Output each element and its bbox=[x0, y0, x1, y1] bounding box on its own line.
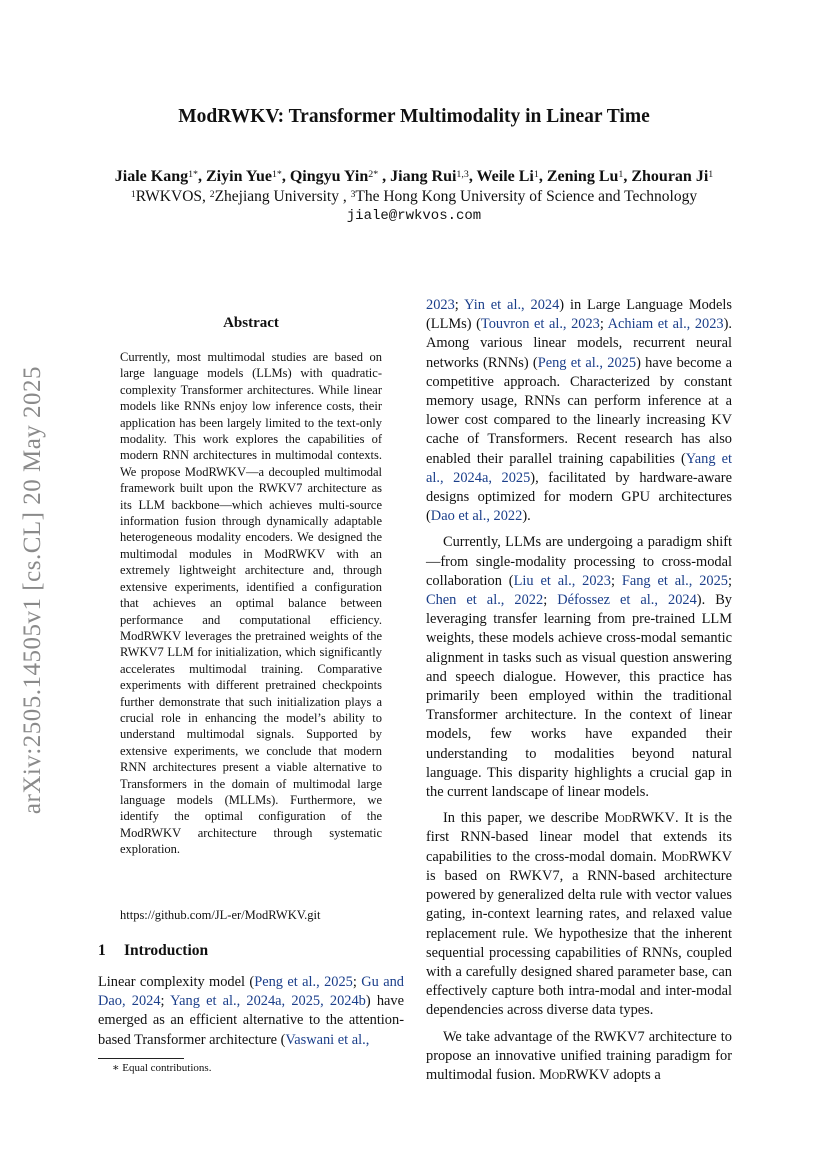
text-run: ; bbox=[160, 993, 171, 1010]
abstract-heading: Abstract bbox=[223, 315, 279, 331]
affiliation-name: Zhejiang University bbox=[214, 188, 339, 205]
text-run: ), facilitated by hardware-aware designs optimized for modern GPU architectures ( bbox=[426, 469, 732, 525]
paragraph bbox=[426, 809, 732, 1020]
text-run: ). Among various linear models, recurrent neural networks (RNNs) ( bbox=[426, 316, 732, 371]
text-run: ; bbox=[454, 297, 465, 313]
right-column-text bbox=[426, 296, 732, 1092]
model-name: ModRWKV bbox=[539, 1066, 610, 1083]
author bbox=[477, 168, 539, 185]
citation-link[interactable]: Yang et al., 2024a, 2025, 2024b bbox=[170, 993, 366, 1010]
text-run: ) have become a competitive approach. Characterized by constant memory usage, RNNs can perform inference at a lower cost compared to the linearly increasing KV cache of Transformers. Recent research has also enabled their parallel training capabilities ( bbox=[426, 354, 732, 467]
author-affiliation-marker: 1 bbox=[708, 168, 714, 180]
author-name: Weile Li bbox=[476, 168, 534, 185]
citation-link[interactable]: Fang et al., 2025 bbox=[621, 572, 728, 589]
author-affiliation-marker: 1* bbox=[271, 168, 282, 180]
footnote bbox=[112, 1061, 211, 1075]
paragraph bbox=[426, 296, 732, 526]
citation-link[interactable]: Liu et al., 2023 bbox=[513, 572, 611, 589]
author-affiliation-marker: 1 bbox=[618, 168, 624, 180]
author-affiliation-marker: 2* bbox=[368, 168, 379, 180]
introduction-paragraph-left bbox=[98, 973, 404, 1050]
citation-link[interactable]: 2023 bbox=[426, 297, 455, 313]
author-name: Jiang Rui bbox=[390, 168, 457, 185]
affiliation-marker: 2 bbox=[209, 188, 215, 200]
text-run: ) have emerged as an efficient alternative to the attention-based Transformer architecture ( bbox=[98, 993, 404, 1048]
text-run: adopts a bbox=[609, 1066, 661, 1083]
abstract-text: Currently, most multimodal studies are based on large language models (LLMs) with quadratic-complexity Transformer architectures. While linear models like RNNs enjoy low inference costs, their application has been largely limited to the text-only modality. This work explores the capabilities of modern RNN architectures in multimodal contexts. We propose ModRWKV—a decoupled multimodal framework built upon the RWKV7 architecture as its LLM backbone—which achieves multi-source information fusion through dynamically adaptable heterogeneous modality encoders. We designed the multimodal modules in ModRWKV with an extremely lightweight architecture and, through extensive experiments, identified a configuration that achieves an optimal balance between performance and computational efficiency. ModRWKV leverages the pretrained weights of the RWKV7 LLM for initialization, which significantly accelerates multimodal training. Comparative experiments with different pretrained checkpoints further demonstrate that such initialization plays a crucial role in enhancing the model’s ability to understand multimodal signals. Supported by extensive experiments, we conclude that modern RNN architectures present a viable alternative to Transformers in the domain of multimodal large language models (MLLMs). Furthermore, we identify the optimal configuration of the ModRWKV architecture through systematic exploration. bbox=[120, 350, 382, 857]
arxiv-sidebar-stamp bbox=[18, 335, 48, 845]
text-run: ; bbox=[352, 974, 362, 990]
citation-link[interactable]: Achiam et al., 2023 bbox=[607, 316, 724, 333]
affiliation bbox=[131, 188, 202, 205]
text-run: ; bbox=[543, 592, 558, 609]
citation-link[interactable]: Touvron et al., 2023 bbox=[480, 316, 600, 333]
citation-link[interactable]: Chen et al., 2022 bbox=[426, 592, 544, 609]
author-name: Zening Lu bbox=[546, 168, 619, 185]
author-affiliation-marker: 1,3 bbox=[456, 168, 469, 180]
footnote-text: Equal contributions. bbox=[122, 1062, 212, 1074]
arxiv-id: arXiv:2505.14505v1 [cs.CL] 20 May 2025 bbox=[19, 365, 46, 815]
author-affiliation-marker: 1* bbox=[188, 168, 198, 180]
citation-link[interactable]: Yin et al., 2024 bbox=[464, 297, 560, 313]
section-title: Introduction bbox=[124, 942, 209, 959]
author-name: Qingyu Yin bbox=[289, 168, 369, 185]
citation-link[interactable]: Gu and Dao, 2024 bbox=[98, 974, 404, 1010]
text-run: . It is the first RNN-based linear model that extends its capabilities to the cross-modal domain. bbox=[426, 810, 732, 865]
citation-link[interactable]: Défossez et al., 2024 bbox=[557, 592, 697, 609]
repository-link[interactable]: https://github.com/JL-er/ModRWKV.git bbox=[120, 908, 321, 922]
section-heading-introduction bbox=[98, 942, 208, 960]
author-affiliation-marker: 1 bbox=[533, 168, 539, 180]
text-run: ; bbox=[610, 572, 622, 589]
affiliation-marker: 1 bbox=[130, 188, 136, 200]
affiliation-name: The Hong Kong University of Science and Technology bbox=[355, 188, 698, 205]
footnote-rule bbox=[98, 1058, 184, 1059]
author-name: Ziyin Yue bbox=[206, 168, 272, 185]
author bbox=[290, 168, 378, 185]
section-number: 1 bbox=[98, 942, 106, 959]
paragraph bbox=[426, 1028, 732, 1086]
author-name: Zhouran Ji bbox=[631, 168, 709, 185]
author bbox=[115, 168, 198, 185]
citation-link[interactable]: Dao et al., 2022 bbox=[430, 508, 523, 525]
text-run: ; bbox=[599, 316, 608, 333]
text-run: ). By leveraging transfer learning from pre-trained LLM weights, these models achieve cross-modal semantic alignment in tasks such as visual question answering and speech dialogue. However, this practice has primarily been employed within the traditional Transformer architecture. In the context of linear models, few works have expanded their understanding to modalities beyond natural language. This disparity highlights a crucial gap in the current landscape of linear models. bbox=[426, 592, 733, 801]
text-run: Linear complexity model ( bbox=[98, 974, 255, 990]
text-run: is based on RWKV7, a RNN-based architecture powered by generalized delta rule with vector values gating, in-context learning rates, and relaxed value replacement rule. We hypothesize that the inherent sequential processing capabilities of RNNs, coupled with a carefully designed shared parameter base, can effectively capture both intra-modal and inter-modal dependencies across diverse data types. bbox=[426, 867, 732, 1019]
model-name: ModRWKV bbox=[661, 848, 732, 865]
model-name: ModRWKV bbox=[604, 810, 675, 827]
text-run: ; bbox=[727, 572, 732, 589]
affiliation-list: $^1$RWKVOS, $^2$Zhejiang University , $^3$The Hong Kong University of Science and Technology bbox=[130, 188, 698, 205]
affiliation bbox=[210, 188, 339, 205]
paragraph bbox=[426, 533, 732, 802]
affiliation-name: RWKVOS bbox=[135, 188, 203, 205]
affiliation bbox=[351, 188, 698, 205]
citation-link[interactable]: Vaswani et al., bbox=[285, 1031, 370, 1048]
author bbox=[631, 168, 713, 185]
text-run: ). bbox=[522, 508, 531, 525]
footnote-marker: ∗ bbox=[112, 1062, 120, 1074]
text-run: Currently, LLMs are undergoing a paradigm shift—from single-modality processing to cross-modal collaboration ( bbox=[426, 534, 732, 589]
citation-link[interactable]: Peng et al., 2025 bbox=[537, 354, 637, 371]
author bbox=[547, 168, 624, 185]
citation-link[interactable]: Yang et al., 2024a, 2025 bbox=[426, 450, 732, 486]
paper-title: ModRWKV: Transformer Multimodality in Linear Time bbox=[178, 106, 650, 127]
text-run: We take advantage of the RWKV7 architecture to propose an innovative unified training paradigm for multimodal fusion. bbox=[426, 1028, 732, 1083]
affiliation-marker: 3 bbox=[350, 188, 356, 200]
author-name: Jiale Kang bbox=[114, 168, 189, 185]
author bbox=[206, 168, 282, 185]
author bbox=[390, 168, 469, 185]
contact-email[interactable]: jiale@rwkvos.com bbox=[346, 208, 482, 224]
citation-link[interactable]: Peng et al., 2025 bbox=[254, 974, 353, 990]
text-run: In this paper, we describe bbox=[443, 810, 605, 827]
text-run: ) in Large Language Models (LLMs) ( bbox=[426, 297, 732, 333]
author-list: Jiale Kang$^{1*}$, Ziyin Yue$^{1*}$, Qingyu Yin$^{2*}$ , Jiang Rui$^{1,3}$, Weile Li$^1$, Zening Lu$^1$, Zhouran Ji$^1$ bbox=[114, 168, 714, 185]
